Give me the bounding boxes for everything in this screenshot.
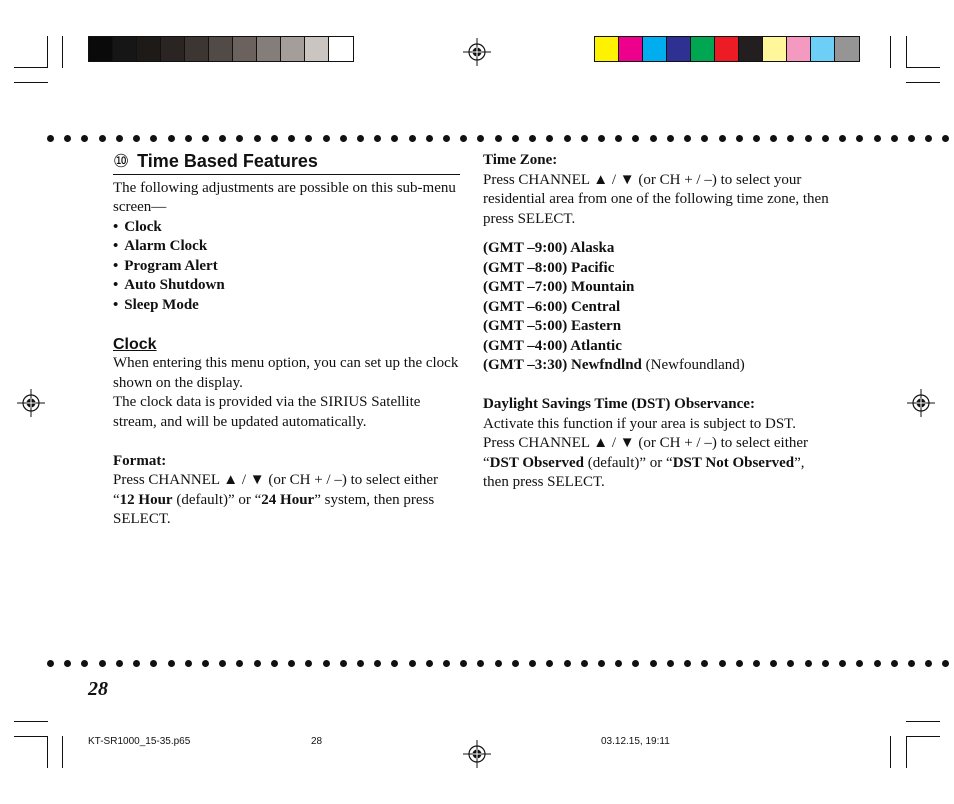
rule-dot xyxy=(632,135,639,142)
rule-dot xyxy=(667,660,674,667)
process-color-bar xyxy=(594,36,860,62)
time-zone-text: Press CHANNEL ▲ / ▼ (or CH + / –) to select your residential area from one of the following time zone, then press SELECT. xyxy=(483,171,829,227)
rule-dot xyxy=(374,135,381,142)
rule-dot xyxy=(874,135,881,142)
rule-dot xyxy=(925,135,932,142)
gray-swatch xyxy=(209,37,233,61)
rule-dot xyxy=(81,660,88,667)
gray-swatch xyxy=(233,37,257,61)
rule-dot xyxy=(805,660,812,667)
rule-dot xyxy=(426,660,433,667)
rule-dot xyxy=(598,660,605,667)
rule-dot xyxy=(495,135,502,142)
time-zone-item: (GMT –4:00) Atlantic xyxy=(483,337,622,354)
rule-dot xyxy=(529,660,536,667)
rule-dot xyxy=(357,660,364,667)
rule-dot xyxy=(271,660,278,667)
feature-list-item: • Auto Shutdown xyxy=(113,276,463,296)
gray-swatch xyxy=(329,37,353,61)
rule-dot xyxy=(460,660,467,667)
registration-mark-left-icon xyxy=(17,389,45,417)
rule-dot xyxy=(340,660,347,667)
rule-dot xyxy=(908,660,915,667)
section-title: Time Based Features xyxy=(137,151,318,171)
feature-list-item: • Program Alert xyxy=(113,257,463,277)
rule-dot xyxy=(116,660,123,667)
format-option-24-hour: 24 Hour xyxy=(261,491,315,508)
rule-dot xyxy=(787,135,794,142)
rule-dot xyxy=(753,135,760,142)
dotted-rule-bottom xyxy=(47,660,950,668)
rule-dot xyxy=(323,660,330,667)
clock-paragraph-2: The clock data is provided via the SIRIUS Satellite stream, and will be updated automatically. xyxy=(113,394,421,430)
rule-dot xyxy=(443,135,450,142)
grayscale-color-bar xyxy=(88,36,354,62)
time-zone-item: (GMT –8:00) Pacific xyxy=(483,259,615,276)
rule-dot xyxy=(47,660,54,667)
rule-dot xyxy=(236,135,243,142)
rule-dot xyxy=(512,660,519,667)
rule-dot xyxy=(202,660,209,667)
rule-dot xyxy=(409,660,416,667)
rule-dot xyxy=(477,660,484,667)
rule-dot xyxy=(323,135,330,142)
format-option-12-hour: 12 Hour xyxy=(119,491,173,508)
rule-dot xyxy=(650,660,657,667)
rule-dot xyxy=(615,660,622,667)
rule-dot xyxy=(546,660,553,667)
feature-list xyxy=(113,218,463,316)
dst-option-not-observed: DST Not Observed xyxy=(672,454,795,471)
rule-dot xyxy=(99,660,106,667)
rule-dot xyxy=(288,660,295,667)
rule-dot xyxy=(254,660,261,667)
format-text: Press CHANNEL ▲ / ▼ (or CH + / –) to select either “12 Hour (default)” or “24 Hour” system, then press SELECT. xyxy=(113,472,439,527)
rule-dot xyxy=(581,660,588,667)
rule-dot xyxy=(684,660,691,667)
rule-dot xyxy=(632,660,639,667)
rule-dot xyxy=(116,135,123,142)
rule-dot xyxy=(942,135,949,142)
rule-dot xyxy=(787,660,794,667)
color-swatch xyxy=(835,37,859,61)
rule-dot xyxy=(391,135,398,142)
rule-dot xyxy=(133,135,140,142)
dotted-rule-top xyxy=(47,135,950,143)
rule-dot xyxy=(443,660,450,667)
dst-text: Activate this function if your area is subject to DST. xyxy=(483,415,796,432)
color-swatch xyxy=(787,37,811,61)
rule-dot xyxy=(908,135,915,142)
rule-dot xyxy=(460,135,467,142)
rule-dot xyxy=(719,135,726,142)
dst-option-observed: DST Observed xyxy=(489,454,584,471)
rule-dot xyxy=(856,660,863,667)
rule-dot xyxy=(719,660,726,667)
footer-timestamp: 03.12.15, 19:11 xyxy=(601,736,670,747)
rule-dot xyxy=(81,135,88,142)
time-zone-item: (GMT –6:00) Central xyxy=(483,298,621,315)
rule-dot xyxy=(150,135,157,142)
rule-dot xyxy=(925,660,932,667)
color-swatch xyxy=(715,37,739,61)
rule-dot xyxy=(753,660,760,667)
time-zone-list xyxy=(483,239,833,376)
gray-swatch xyxy=(257,37,281,61)
intro-text: The following adjustments are possible on this sub-menu screen— xyxy=(113,179,456,215)
rule-dot xyxy=(822,660,829,667)
feature-list-item: • Clock xyxy=(113,218,463,238)
rule-dot xyxy=(185,660,192,667)
rule-dot xyxy=(271,135,278,142)
section-number: ⑩ xyxy=(113,151,130,171)
time-zone-item: (GMT –5:00) Eastern xyxy=(483,318,622,334)
time-zone-item: (GMT –9:00) Alaska xyxy=(483,240,615,256)
time-zone-note: (Newfoundland) xyxy=(641,357,745,373)
color-swatch xyxy=(763,37,787,61)
rule-dot xyxy=(770,660,777,667)
color-swatch xyxy=(643,37,667,61)
rule-dot xyxy=(736,660,743,667)
registration-mark-top-icon xyxy=(463,38,491,66)
rule-dot xyxy=(374,660,381,667)
rule-dot xyxy=(512,135,519,142)
rule-dot xyxy=(288,135,295,142)
rule-dot xyxy=(598,135,605,142)
footer-filename: KT-SR1000_15-35.p65 xyxy=(88,736,191,747)
rule-dot xyxy=(770,135,777,142)
gray-swatch xyxy=(113,37,137,61)
feature-list-item: • Sleep Mode xyxy=(113,296,463,316)
rule-dot xyxy=(150,660,157,667)
right-column xyxy=(483,151,833,493)
rule-dot xyxy=(236,660,243,667)
color-swatch xyxy=(595,37,619,61)
clock-subheading: Clock xyxy=(113,335,157,353)
rule-dot xyxy=(133,660,140,667)
rule-dot xyxy=(684,135,691,142)
rule-dot xyxy=(305,135,312,142)
rule-dot xyxy=(701,660,708,667)
rule-dot xyxy=(891,660,898,667)
rule-dot xyxy=(64,660,71,667)
rule-dot xyxy=(202,135,209,142)
format-title: Format: xyxy=(113,452,167,469)
feature-list-item: • Alarm Clock xyxy=(113,237,463,257)
gray-swatch xyxy=(137,37,161,61)
rule-dot xyxy=(564,135,571,142)
rule-dot xyxy=(839,135,846,142)
rule-dot xyxy=(546,135,553,142)
color-swatch xyxy=(667,37,691,61)
time-zone-title: Time Zone: xyxy=(483,152,558,168)
rule-dot xyxy=(219,135,226,142)
rule-dot xyxy=(805,135,812,142)
rule-dot xyxy=(185,135,192,142)
registration-mark-bottom-icon xyxy=(463,740,491,768)
section-heading xyxy=(113,152,460,175)
registration-mark-right-icon xyxy=(907,389,935,417)
rule-dot xyxy=(615,135,622,142)
left-column xyxy=(113,152,463,530)
rule-dot xyxy=(305,660,312,667)
footer-sheet-number: 28 xyxy=(311,736,323,747)
rule-dot xyxy=(942,660,949,667)
rule-dot xyxy=(856,135,863,142)
rule-dot xyxy=(340,135,347,142)
rule-dot xyxy=(564,660,571,667)
rule-dot xyxy=(168,660,175,667)
rule-dot xyxy=(822,135,829,142)
rule-dot xyxy=(64,135,71,142)
gray-swatch xyxy=(305,37,329,61)
rule-dot xyxy=(477,135,484,142)
rule-dot xyxy=(650,135,657,142)
rule-dot xyxy=(495,660,502,667)
color-swatch xyxy=(739,37,763,61)
color-swatch xyxy=(691,37,715,61)
clock-paragraph-1: When entering this menu option, you can set up the clock shown on the display. xyxy=(113,355,459,391)
rule-dot xyxy=(891,135,898,142)
page-number: 28 xyxy=(88,678,108,700)
rule-dot xyxy=(168,135,175,142)
rule-dot xyxy=(874,660,881,667)
color-swatch xyxy=(811,37,835,61)
time-zone-item: (GMT –7:00) Mountain xyxy=(483,279,635,295)
rule-dot xyxy=(581,135,588,142)
rule-dot xyxy=(99,135,106,142)
rule-dot xyxy=(254,135,261,142)
time-zone-item: (GMT –3:30) Newfndlnd (Newfoundland) xyxy=(483,357,745,373)
rule-dot xyxy=(409,135,416,142)
rule-dot xyxy=(391,660,398,667)
color-swatch xyxy=(619,37,643,61)
rule-dot xyxy=(47,135,54,142)
gray-swatch xyxy=(161,37,185,61)
rule-dot xyxy=(839,660,846,667)
rule-dot xyxy=(219,660,226,667)
dst-instructions: Press CHANNEL ▲ / ▼ (or CH + / –) to select either “DST Observed (default)” or “DST Not Observed”, then press SELECT. xyxy=(483,435,809,490)
rule-dot xyxy=(701,135,708,142)
dst-title: Daylight Savings Time (DST) Observance: xyxy=(483,396,755,412)
gray-swatch xyxy=(185,37,209,61)
gray-swatch xyxy=(89,37,113,61)
rule-dot xyxy=(667,135,674,142)
rule-dot xyxy=(357,135,364,142)
rule-dot xyxy=(529,135,536,142)
rule-dot xyxy=(426,135,433,142)
rule-dot xyxy=(736,135,743,142)
gray-swatch xyxy=(281,37,305,61)
